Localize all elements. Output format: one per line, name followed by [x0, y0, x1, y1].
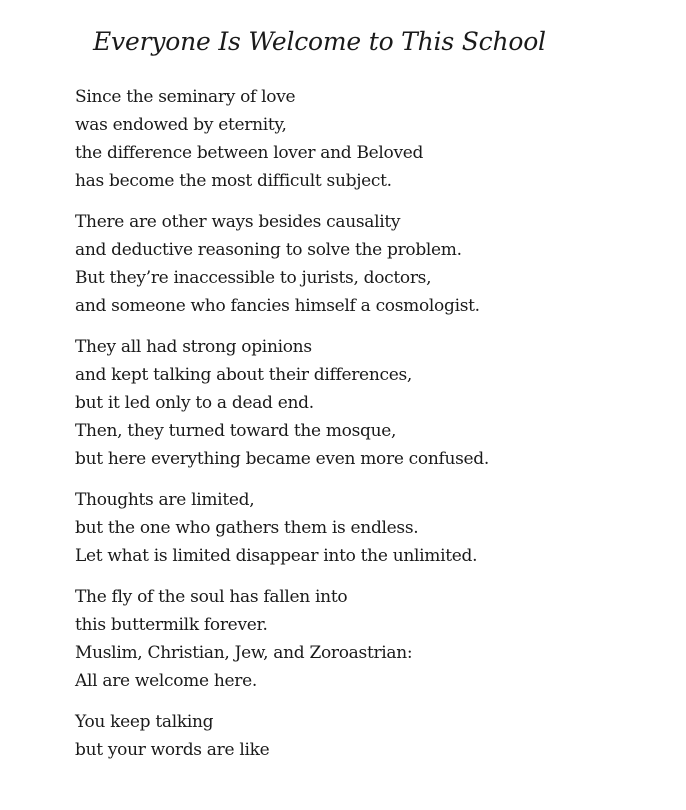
poem-line: They all had strong opinions	[75, 337, 312, 357]
poem-line: There are other ways besides causality	[75, 212, 401, 232]
poem-line: but your words are like	[75, 740, 270, 760]
stanza	[75, 708, 675, 764]
poem-line: Then, they turned toward the mosque,	[75, 421, 397, 441]
stanza	[75, 333, 675, 473]
poem-line: but here everything became even more confused.	[75, 449, 489, 469]
poem-line: Muslim, Christian, Jew, and Zoroastrian:	[75, 643, 413, 663]
poem-body	[75, 83, 675, 777]
poem-line: All are welcome here.	[75, 671, 257, 691]
poem-line: and kept talking about their differences,	[75, 365, 412, 385]
poem-line: but the one who gathers them is endless.	[75, 518, 419, 538]
poem-line: the difference between lover and Beloved	[75, 143, 424, 163]
poem-line: The fly of the soul has fallen into	[75, 587, 348, 607]
poem-line: Thoughts are limited,	[75, 490, 255, 510]
poem-line: and deductive reasoning to solve the problem.	[75, 240, 462, 260]
poem-line: Since the seminary of love	[75, 87, 296, 107]
poem-line: But they’re inaccessible to jurists, doctors,	[75, 268, 432, 288]
stanza	[75, 583, 675, 695]
poem-line: has become the most difficult subject.	[75, 171, 392, 191]
poem-line: You keep talking	[75, 712, 214, 732]
stanza	[75, 486, 675, 570]
poem-line: was endowed by eternity,	[75, 115, 287, 135]
poem-line: Let what is limited disappear into the unlimited.	[75, 546, 478, 566]
poem-line: this buttermilk forever.	[75, 615, 268, 635]
stanza	[75, 208, 675, 320]
stanza	[75, 83, 675, 195]
poem-line: and someone who fancies himself a cosmologist.	[75, 296, 480, 316]
poem-title: Everyone Is Welcome to This School	[93, 27, 546, 56]
poem-line: but it led only to a dead end.	[75, 393, 314, 413]
